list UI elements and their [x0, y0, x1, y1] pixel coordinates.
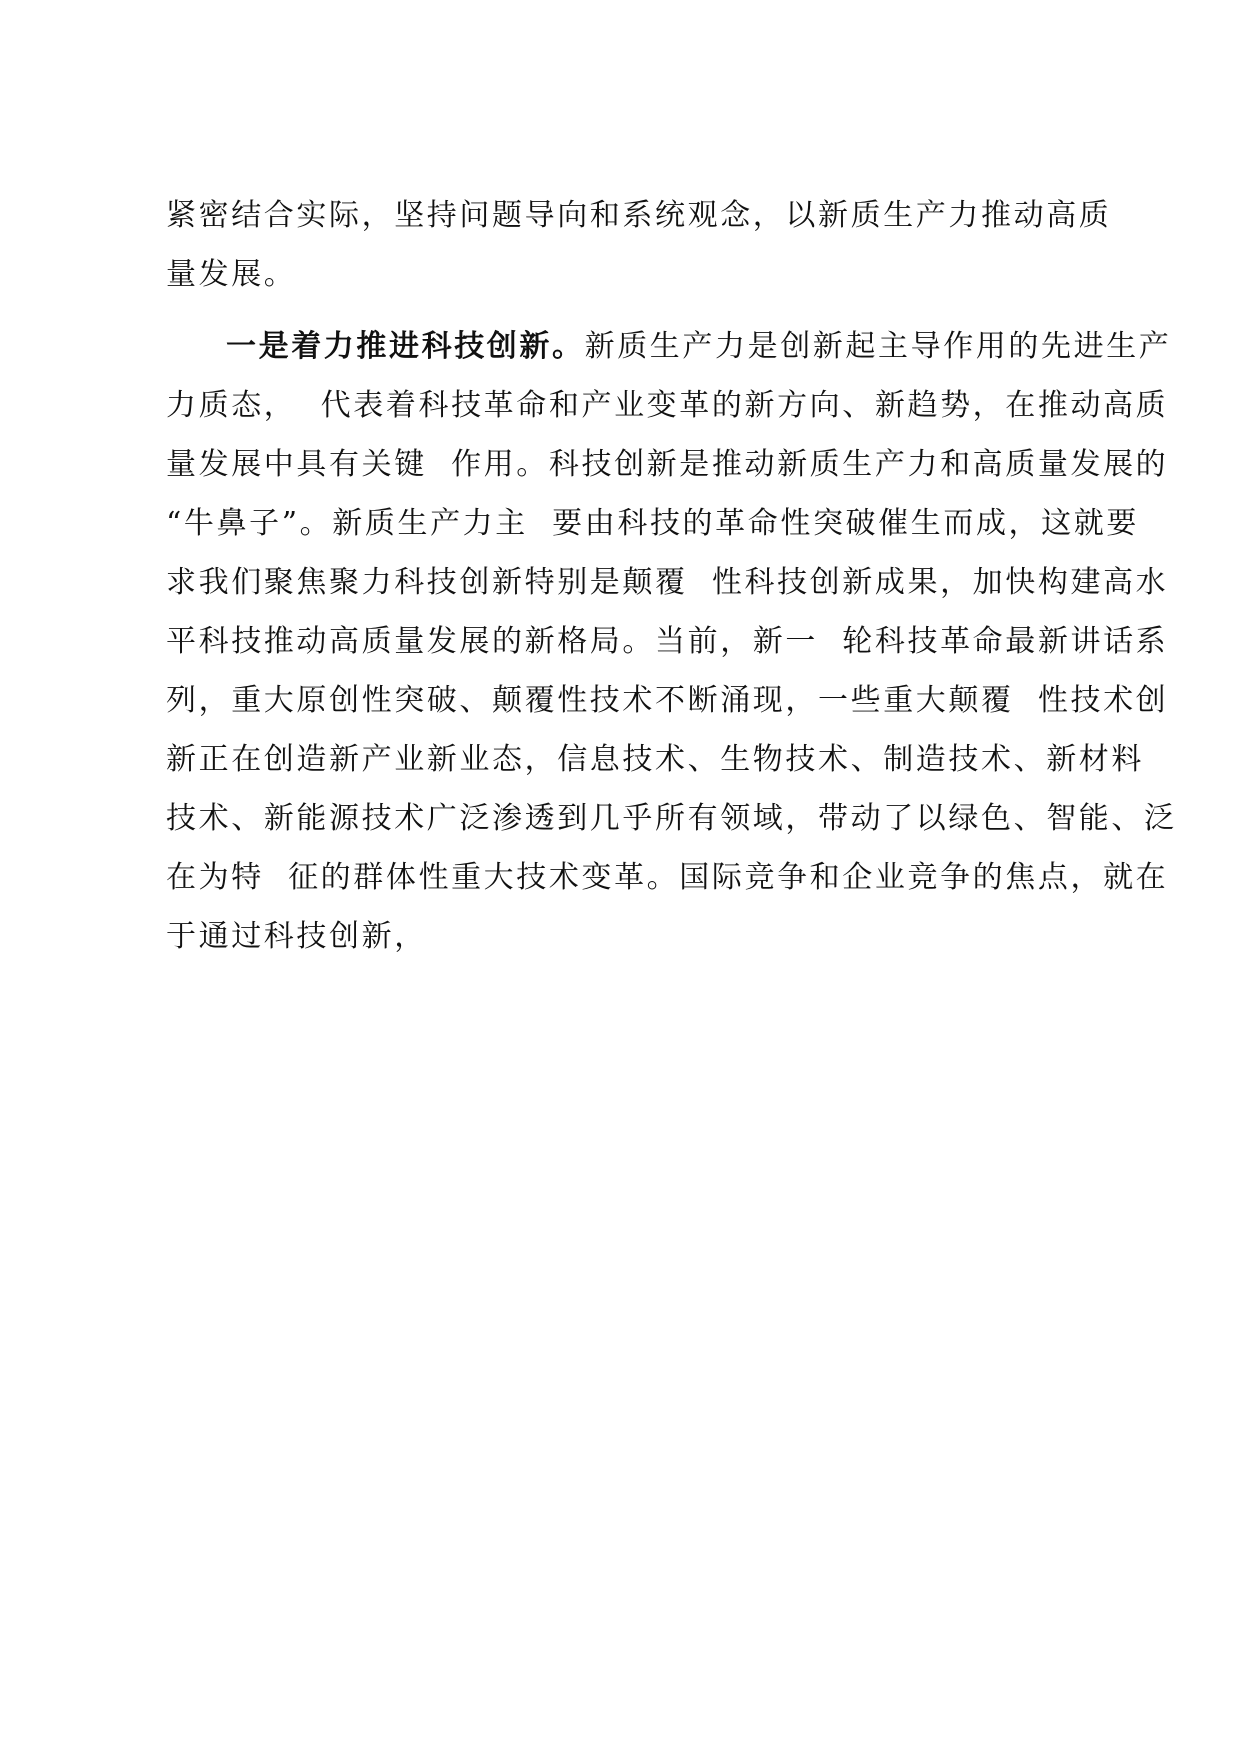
paragraph-line: 技术、新能源技术广泛渗透到几乎所有领域，带动了以绿色、智能、泛	[166, 801, 1177, 836]
paragraph-line: 列，重大原创性突破、颠覆性技术不断涌现，一些重大颠覆 性技术创	[166, 683, 1169, 718]
paragraph-line: 在为特 征的群体性重大技术变革。国际竞争和企业竞争的焦点，就在	[166, 860, 1169, 895]
paragraph-line: 力质态， 代表着科技革命和产业变革的新方向、新趋势，在推动高质	[166, 388, 1169, 423]
paragraph-line: 求我们聚焦聚力科技创新特别是颠覆 性科技创新成果，加快构建高水	[166, 565, 1169, 600]
paragraph-line: 紧密结合实际，坚持问题导向和系统观念，以新质生产力推动高质	[166, 198, 1112, 233]
paragraph-line: 量发展。	[166, 257, 297, 292]
paragraph-line: “牛鼻子”。新质生产力主 要由科技的革命性突破催生而成，这就要	[166, 506, 1139, 541]
paragraph-first-line	[166, 322, 1172, 381]
paragraph-lead-heading: 一是着力推进科技创新。	[226, 329, 585, 364]
paragraph-line: 平科技推动高质量发展的新格局。当前，新一 轮科技革命最新讲话系	[166, 624, 1169, 659]
paragraph-2	[166, 322, 1177, 971]
body-text	[166, 191, 1177, 971]
paragraph-line: 量发展中具有关键 作用。科技创新是推动新质生产力和高质量发展的	[166, 447, 1169, 482]
paragraph-line: 新正在创造新产业新业态，信息技术、生物技术、制造技术、新材料	[166, 742, 1144, 777]
paragraph-1	[166, 191, 1112, 309]
paragraph-spacing	[166, 309, 1086, 322]
paragraph-line: 于通过科技创新，	[166, 919, 427, 954]
paragraph-first-line-text: 新质生产力是创新起主导作用的先进生产	[584, 329, 1172, 364]
